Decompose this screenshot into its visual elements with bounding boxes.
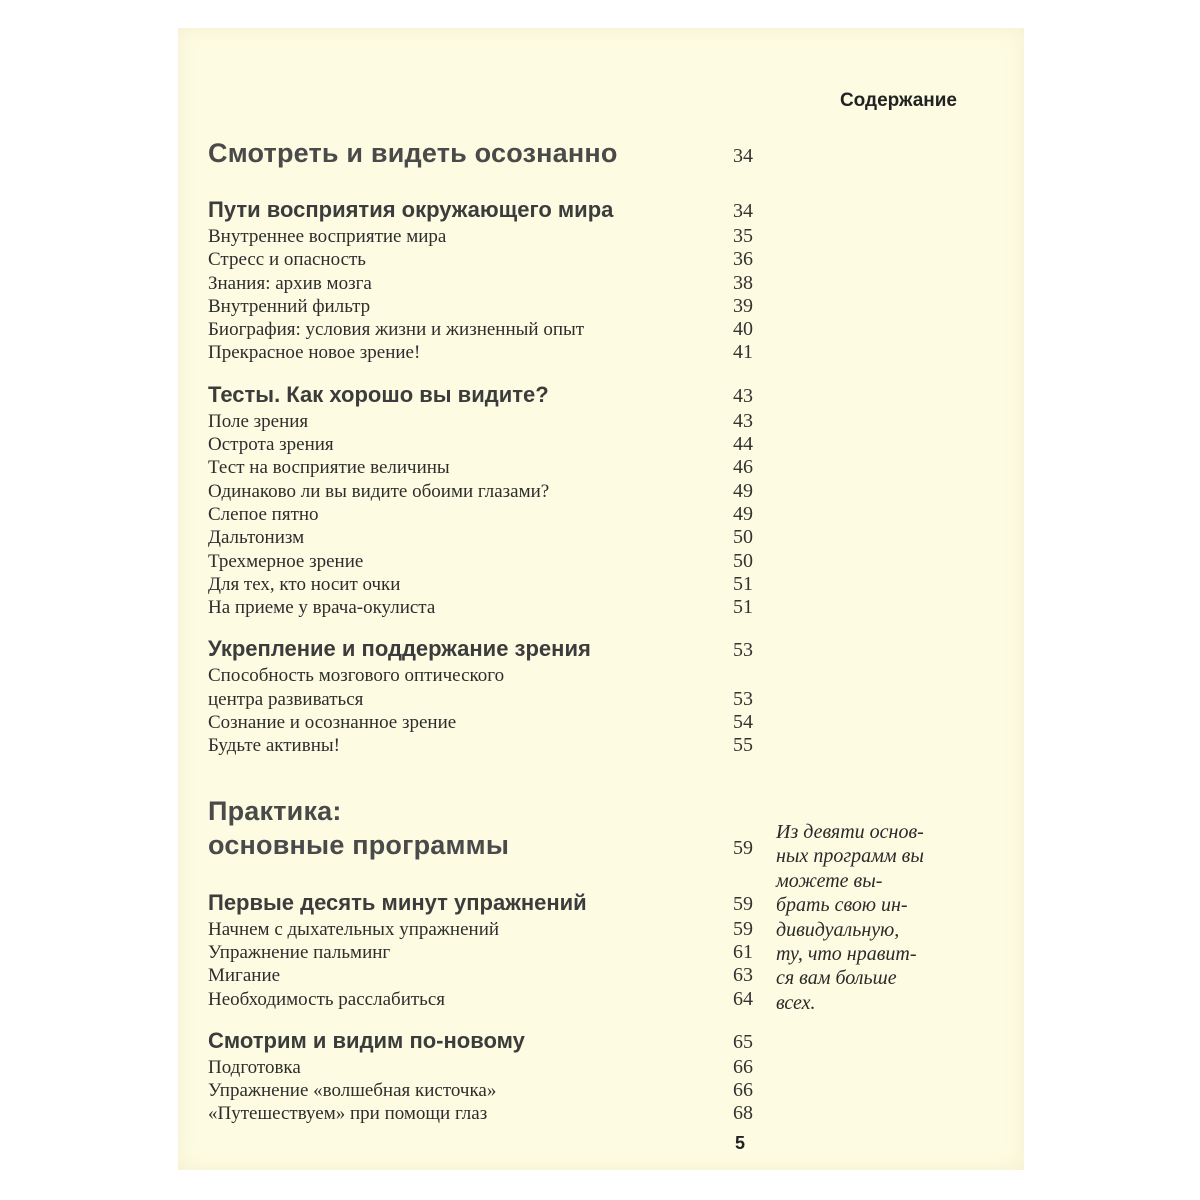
toc-entry: Необходимость расслабиться 64 (208, 987, 753, 1010)
book-page (178, 28, 1024, 1170)
page-number: 59 (733, 892, 753, 915)
toc-entry: Тест на восприятие величины 46 (208, 456, 753, 479)
section-title: Пути восприятия окружающего мира (208, 197, 614, 222)
toc-section (208, 382, 753, 620)
page-number: 59 (733, 836, 753, 859)
page-footer-number: 5 (735, 1133, 746, 1153)
toc-entry: Мигание 63 (208, 964, 753, 987)
toc-entry: На приеме у врача-окулиста 51 (208, 596, 753, 619)
toc-entry: Способность мозгового оптического (208, 665, 505, 687)
part-title: Смотреть и видеть осознанно (208, 138, 618, 168)
page-number: 53 (733, 639, 753, 662)
running-header: Содержание (839, 90, 957, 111)
toc-entry: Упражнение пальминг 61 (208, 940, 753, 963)
toc-entry: Трехмерное зрение 50 (208, 549, 753, 572)
toc-entry: Острота зрения 44 (208, 433, 753, 456)
page-number: 34 (733, 200, 753, 222)
toc-part-2 (208, 794, 753, 862)
toc-entry: Упражнение «волшебная кисточка» 66 (208, 1079, 753, 1102)
toc-section (208, 636, 753, 757)
toc-entry: Подготовка 66 (208, 1055, 753, 1078)
toc-entry: Слепое пятно 49 (208, 502, 753, 525)
toc-entry: Стресс и опасность 36 (208, 248, 753, 271)
toc-entry: центра развиваться 53 (208, 687, 753, 710)
section-title: Первые десять минут упражнений (208, 889, 587, 915)
toc-entry: Поле зрения 43 (208, 409, 753, 432)
toc-entry: Биография: условия жизни и жизненный опыт 40 (208, 318, 753, 341)
page-number: 43 (733, 384, 753, 407)
section-title: Тесты. Как хорошо вы видите? (208, 381, 549, 407)
toc-entry: Начнем с дыхательных упражнений 59 (208, 917, 753, 940)
toc-entry: Дальтонизм 50 (208, 526, 753, 549)
toc-entry: Сознание и осознанное зрение 54 (208, 711, 753, 734)
toc-entry: Для тех, кто носит очки 51 (208, 572, 753, 595)
part-title: Практика: (208, 795, 342, 826)
toc-section (208, 1028, 753, 1126)
section-title: Смотрим и видим по-новому (208, 1027, 525, 1053)
toc-entry: Знания: архив мозга 38 (208, 271, 753, 294)
toc-entry: Будьте активны! 55 (208, 734, 753, 757)
page-number: 65 (733, 1030, 753, 1053)
part-title: основные программы (208, 829, 510, 860)
toc-entry: «Путешествуем» при помощи глаз 68 (208, 1102, 753, 1125)
toc-part-1 (208, 138, 753, 169)
section-title: Укрепление и поддержание зрения (208, 636, 591, 662)
margin-note: Из девяти основ- ных программ вы можете вы- брать свою ин- дивидуальную, ту, что нравит- ся вам больше всех. (776, 821, 924, 1014)
toc-entry: Одинаково ли вы видите обоими глазами? 49 (208, 479, 753, 502)
toc-entry: Внутренний фильтр 39 (208, 294, 753, 317)
toc-section (208, 197, 753, 365)
table-of-contents (208, 138, 753, 1126)
toc-section (208, 890, 753, 1011)
toc-entry: Прекрасное новое зрение! 41 (208, 341, 753, 364)
toc-entry: Внутреннее восприятие мира 35 (208, 225, 753, 247)
page-number: 34 (733, 145, 753, 167)
